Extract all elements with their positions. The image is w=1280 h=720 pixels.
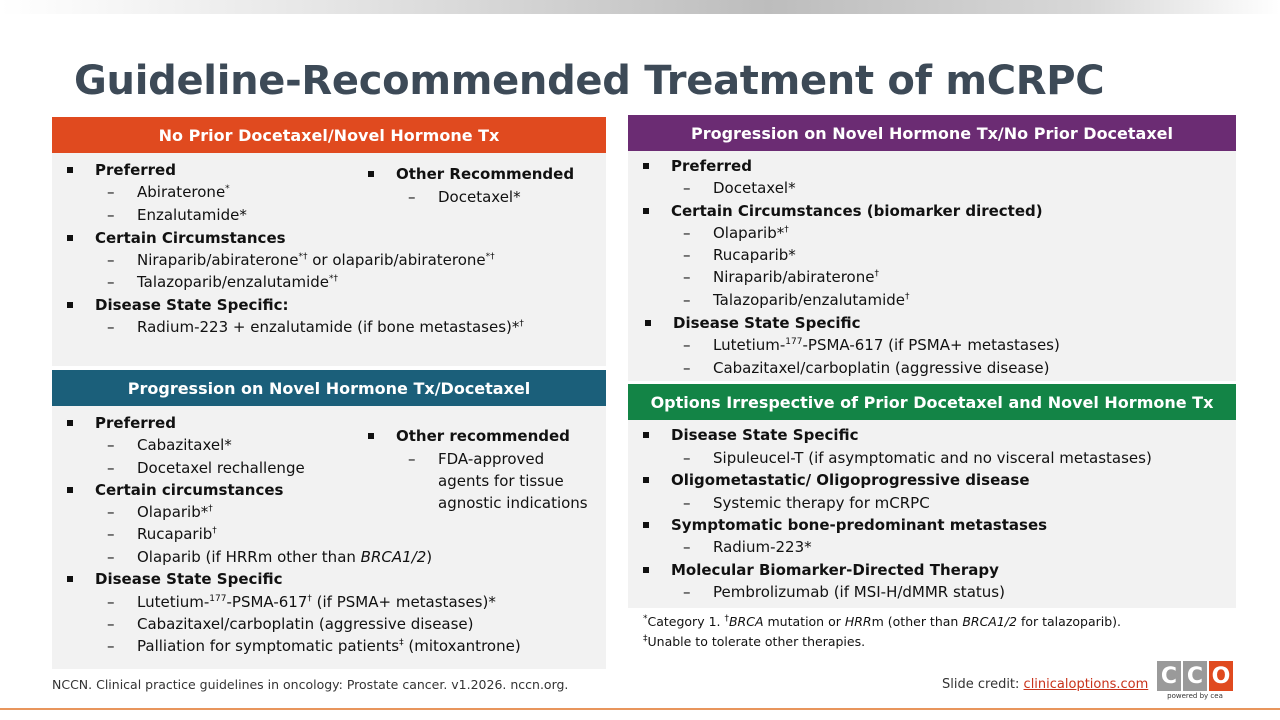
bullet-square-icon <box>67 302 73 308</box>
group-disease-state-specific: Disease State Specific <box>67 569 283 589</box>
bullet-square-icon <box>645 320 651 326</box>
group-preferred: Preferred <box>643 156 752 176</box>
logo-tagline: powered by cea <box>1167 692 1223 700</box>
list-item-continuation: agnostic indications <box>438 494 588 512</box>
group-other-recommended: Other recommended <box>368 426 570 446</box>
bullet-square-icon <box>67 487 73 493</box>
slide-credit: Slide credit: clinicaloptions.com <box>942 677 1149 692</box>
panel-progression-docetaxel: Progression on Novel Hormone Tx/Docetaxel Preferred – Cabazitaxel* – Docetaxel rechallenge Other recommended – FDA-approved agents for tissue agnostic indications Certain circumstances – Olaparib*† – Rucaparib† – Olaparib (if HRRm other than BRCA1/2) Disease State Specific – Lutetium-$^{177}$-PSMA-617† (if PSMA+ metastases)* – Cabazitaxel/carboplatin (aggressive disease) – Palliation for symptomatic patients‡ (mitoxantrone) <box>52 370 606 669</box>
group-bone-metastases: Symptomatic bone-predominant metastases <box>643 515 1047 535</box>
credit-link[interactable]: clinicaloptions.com <box>1023 677 1149 692</box>
panel-header: No Prior Docetaxel/Novel Hormone Tx <box>52 117 606 153</box>
bullet-square-icon <box>368 171 374 177</box>
group-disease-state-specific: Disease State Specific <box>643 425 859 445</box>
bullet-square-icon <box>368 433 374 439</box>
group-preferred: Preferred <box>67 160 176 180</box>
slide-title: Guideline-Recommended Treatment of mCRPC <box>74 58 1105 104</box>
group-preferred: Preferred <box>67 413 176 433</box>
footnote-unable: ‡Unable to tolerate other therapies. <box>643 633 866 649</box>
list-item-continuation: agents for tissue <box>438 472 564 490</box>
bullet-square-icon <box>67 235 73 241</box>
panel-progression-no-docetaxel: Progression on Novel Hormone Tx/No Prior Docetaxel Preferred – Docetaxel* Certain Circumstances (biomarker directed) – Olaparib*† – Rucaparib* – Niraparib/abiraterone† – Talazoparib/enzalutamide† Disease State Specific – Lutetium-$^{177}$-PSMA-617 (if PSMA+ metastases) – Cabazitaxel/carboplatin (aggressive disease) <box>628 115 1236 381</box>
panel-header: Options Irrespective of Prior Docetaxel and Novel Hormone Tx <box>628 384 1236 420</box>
bullet-square-icon <box>643 477 649 483</box>
logo-letter: O <box>1209 661 1233 691</box>
bullet-square-icon <box>67 420 73 426</box>
bullet-square-icon <box>643 567 649 573</box>
panel-options-irrespective: Options Irrespective of Prior Docetaxel and Novel Hormone Tx Disease State Specific – Sipuleucel-T (if asymptomatic and no visceral metastases) Oligometastatic/ Oligoprogressive disease – Systemic therapy for mCRPC Symptomatic bone-predominant metastases – Radium-223* Molecular Biomarker-Directed Therapy – Pembrolizumab (if MSI-H/dMMR status) <box>628 384 1236 608</box>
group-certain-circumstances: Certain circumstances <box>67 480 283 500</box>
bullet-square-icon <box>643 432 649 438</box>
bullet-square-icon <box>643 522 649 528</box>
group-certain-circumstances: Certain Circumstances <box>67 228 286 248</box>
panel-header: Progression on Novel Hormone Tx/No Prior Docetaxel <box>628 115 1236 151</box>
reference-citation: NCCN. Clinical practice guidelines in oncology: Prostate cancer. v1.2026. nccn.org. <box>52 677 569 692</box>
top-gradient-bar <box>0 0 1280 14</box>
bullet-square-icon <box>67 576 73 582</box>
bullet-square-icon <box>643 208 649 214</box>
cco-logo <box>1157 661 1233 705</box>
footnote-category: *Category 1. †BRCA mutation or HRRm (other than BRCA1/2 for talazoparib). <box>643 613 1122 629</box>
panel-no-prior-therapy: No Prior Docetaxel/Novel Hormone Tx Preferred – Abiraterone* – Enzalutamide* Other Recommended – Docetaxel* Certain Circumstances – Niraparib/abiraterone*† or olaparib/abiraterone*† – Talazoparib/enzalutamide*† Disease State Specific: – Radium-223 + enzalutamide (if bone metastases)*† <box>52 117 606 366</box>
bottom-divider <box>0 708 1280 710</box>
panel-header: Progression on Novel Hormone Tx/Docetaxel <box>52 370 606 406</box>
group-disease-state-specific: Disease State Specific <box>645 313 861 333</box>
logo-letter: C <box>1183 661 1207 691</box>
logo-letter: C <box>1157 661 1181 691</box>
bullet-square-icon <box>67 167 73 173</box>
bullet-square-icon <box>643 163 649 169</box>
group-disease-state-specific: Disease State Specific: <box>67 295 289 315</box>
group-certain-circumstances: Certain Circumstances (biomarker directed) <box>643 201 1043 221</box>
group-biomarker-directed: Molecular Biomarker-Directed Therapy <box>643 560 999 580</box>
group-other-recommended: Other Recommended <box>368 164 574 184</box>
group-oligometastatic: Oligometastatic/ Oligoprogressive disease <box>643 470 1030 490</box>
